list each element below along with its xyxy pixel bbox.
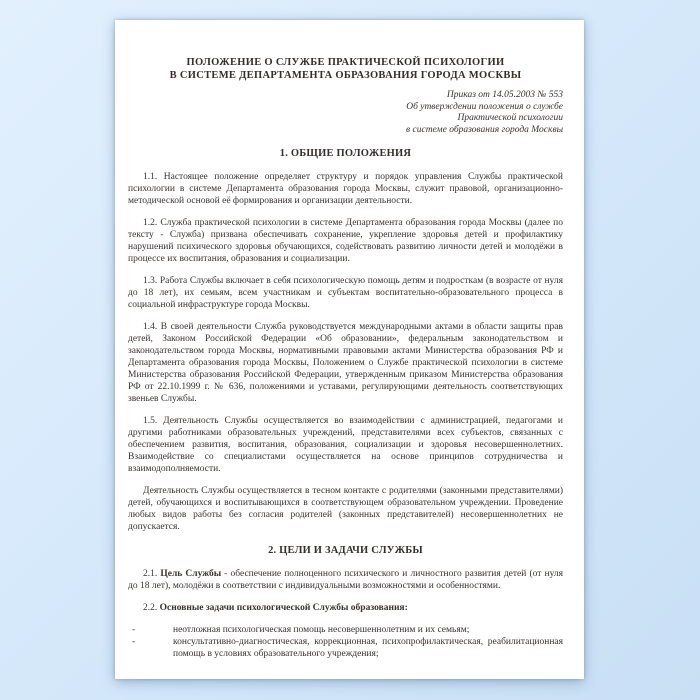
goal-text: - обеспечение полноценного психического и личностного развития детей (от нуля до 18 лет), молодёжи в соответствии с индивидуальными возможностями и особенностями. [128,569,564,591]
clause-number-2-1: 2.1. [143,569,158,579]
document-title-line-2: В СИСТЕМЕ ДЕПАРТАМЕНТА ОБРАЗОВАНИЯ ГОРОДА МОСКВЫ [169,70,522,81]
paragraph-1-3: 1.3. Работа Службы включает в себя психологическую помощь детям и подросткам (в возрасте от нуля до 18 лет), их семьям, всем участникам и субъектам воспитательно-образовательного процесса в социальной инфраструктуре города Москвы. [128,276,563,310]
list-item [128,636,563,660]
tasks-list [128,624,563,660]
paragraph-1-5: 1.5. Деятельность Службы осуществляется во взаимодействии с администрацией, педагогами и другими работниками образовательных учреждений, представителями всех субъектов, связанных с обеспечением развития, воспитания, образования, социализации и здоровья несовершеннолетних. Взаимодействие со специалистами осуществляется на основе принципов сотрудничества и взаимодополняемости. [128,416,563,474]
list-dash-marker: - [132,625,136,635]
list-item-text: неотложная психологическая помощь несовершеннолетним и их семьям; [173,625,470,635]
paragraph-contact: Деятельность Службы осуществляется в тесном контакте с родителями (законными представителями) детей, обучающихся и воспитывающихся в соответствующем образовательном учреждении. Проведение любых видов работы без согласия родителей (законных представителей) несовершеннолетних не допускается. [128,486,563,532]
paragraph-2-1 [128,568,563,592]
paragraph-1-4: 1.4. В своей деятельности Служба руководствуется международными актами в области защиты прав детей, Законом Российской Федерации «Об образовании», федеральным законодательством и законодательством города Москвы, нормативными правовыми актами Министерства образования РФ и Департамента образования города Москвы, Положением о Службе практической психологии в системе Министерства образования Российской Федерации, утвержденным приказом Министерства образования РФ от 22.10.1999 г. № 636, положениями и уставами, регулирующими деятельность соответствующих звеньев Службы. [128,322,563,404]
decree-line-3: Практической психологии [457,113,563,123]
decree-line-1: Приказ от 14.05.2003 № 553 [446,90,563,100]
section-1-heading: 1. ОБЩИЕ ПОЛОЖЕНИЯ [279,148,412,159]
decree-line-4: в системе образования города Москвы [406,124,563,135]
decree-line-2: Об утверждении положения о службе [406,101,563,112]
list-item [128,624,563,636]
list-dash-marker: - [132,637,136,647]
paragraph-1-2: 1.2. Служба практической психологии в системе Департамента образования города Москвы (далее по тексту - Служба) призвана обеспечивать сохранение, укрепление здоровья детей и профилактику нарушений психического здоровья обучающихся, содействовать развитию личности детей и молодёжи в процессе их воспитания, образования и социализации. [128,218,563,264]
document-title [128,56,563,82]
clause-number-2-2: 2.2. [143,603,158,613]
decree-reference [128,90,563,136]
document-page [115,20,584,679]
list-item-text: консультативно-диагностическая, коррекционная, психопрофилактическая, реабилитационная помощь в условиях образовательного учреждения; [173,637,563,659]
document-title-line-1: ПОЛОЖЕНИЕ О СЛУЖБЕ ПРАКТИЧЕСКОЙ ПСИХОЛОГИИ [186,57,505,68]
paragraph-2-2 [128,602,563,614]
tasks-heading-text: Основные задачи психологической Службы образования: [159,603,408,613]
paragraph-1-1: 1.1. Настоящее положение определяет структуру и порядок управления Службы практической психологии в системе Департамента образования города Москвы, служит правовой, организационно-методической основой её формирования и организации деятельности. [128,172,563,206]
goal-term: Цель Службы [160,569,222,579]
section-2-heading: 2. ЦЕЛИ И ЗАДАЧИ СЛУЖБЫ [268,545,423,556]
